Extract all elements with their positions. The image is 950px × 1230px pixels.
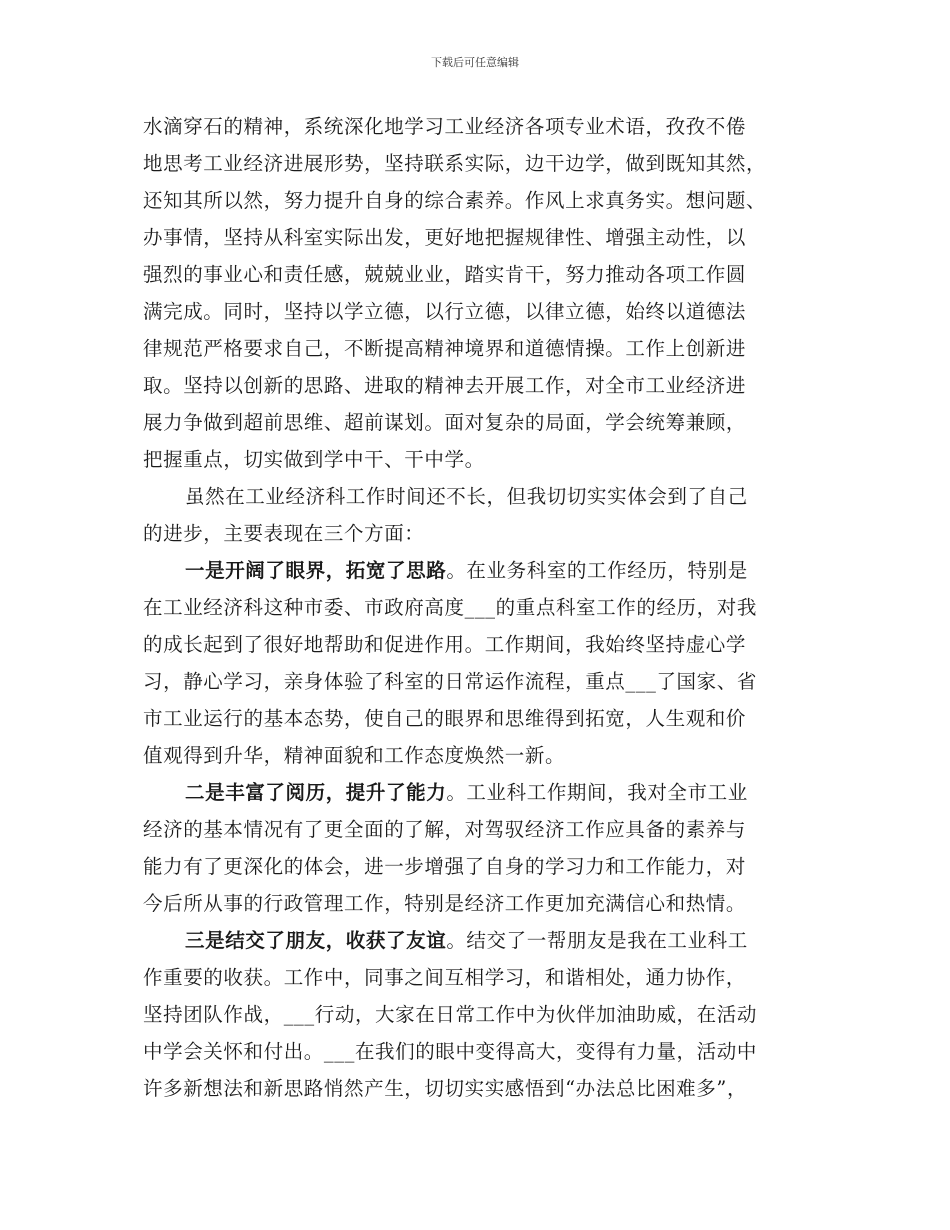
paragraph-lead-heading: 三是结交了朋友，收获了友谊: [185, 929, 447, 952]
text-line: 强烈的事业心和责任感，兢兢业业，踏实肯干，努力推动各项工作圆: [143, 263, 747, 286]
text-line: 把握重点，切实做到学中干、干中学。: [143, 448, 485, 471]
text-line: 值观得到升华，精神面貌和工作态度焕然一新。: [143, 744, 566, 767]
text-line: 水滴穿石的精神，系统深化地学习工业经济各项专业术语，孜孜不倦: [143, 115, 747, 138]
text-line: 中学会关怀和付出。___在我们的眼中变得高大，变得有力量，活动中: [143, 1040, 757, 1063]
text-line: 今后所从事的行政管理工作，特别是经济工作更加充满信心和热情。: [143, 892, 747, 915]
text-line: 习，静心学习，亲身体验了科室的日常运作流程，重点___了国家、省: [143, 670, 757, 693]
text-line: [143, 922, 823, 959]
text-line: 满完成。同时，坚持以学立德，以行立德，以律立德，始终以道德法: [143, 300, 747, 323]
text-run: 。结交了一帮朋友是我在工业科工: [446, 929, 748, 952]
paragraph: [143, 552, 823, 774]
text-line: 在工业经济科这种市委、市政府高度___的重点科室工作的经历，对我: [143, 596, 757, 619]
paragraph-lead-heading: 一是开阔了眼界，拓宽了思路: [185, 559, 447, 582]
text-line: 虽然在工业经济科工作时间还不长，但我切切实实体会到了自己: [185, 485, 748, 508]
text-line: 取。坚持以创新的思路、进取的精神去开展工作，对全市工业经济进: [143, 374, 747, 397]
paragraph: [143, 478, 823, 552]
text-line: 办事情，坚持从科室实际出发，更好地把握规律性、增强主动性，以: [143, 226, 747, 249]
text-line: 坚持团队作战，___行动，大家在日常工作中为伙伴加油助威，在活动: [143, 1003, 757, 1026]
paragraph: [143, 922, 823, 1107]
text-line: 律规范严格要求自己，不断提高精神境界和道德情操。工作上创新进: [143, 337, 747, 360]
text-line: 市工业运行的基本态势，使自己的眼界和思维得到拓宽，人生观和价: [143, 707, 747, 730]
paragraph: [143, 108, 823, 478]
text-line: 能力有了更深化的体会，进一步增强了自身的学习力和工作能力，对: [143, 855, 747, 878]
paragraph: [143, 774, 823, 922]
text-line: 的成长起到了很好地帮助和促进作用。工作期间，我始终坚持虚心学: [143, 633, 747, 656]
text-line: 的进步，主要表现在三个方面：: [143, 522, 425, 545]
page-header-note: 下载后可任意编辑: [431, 56, 519, 69]
text-line: 作重要的收获。工作中，同事之间互相学习，和谐相处，通力协作，: [143, 966, 747, 989]
text-line: 地思考工业经济进展形势，坚持联系实际，边干边学，做到既知其然，: [143, 152, 767, 175]
text-line: [143, 774, 823, 811]
text-line: 许多新想法和新思路悄然产生，切切实实感悟到“办法总比困难多”，: [143, 1077, 748, 1100]
text-line: 展力争做到超前思维、超前谋划。面对复杂的局面，学会统筹兼顾，: [143, 411, 747, 434]
text-line: 还知其所以然，努力提升自身的综合素养。作风上求真务实。想问题、: [143, 189, 767, 212]
text-line: 经济的基本情况有了更全面的了解，对驾驭经济工作应具备的素养与: [143, 818, 747, 841]
text-line: [143, 552, 823, 589]
text-run: 。在业务科室的工作经历，特别是: [446, 559, 748, 582]
paragraph-lead-heading: 二是丰富了阅历，提升了能力: [185, 781, 447, 804]
document-body: [143, 108, 823, 1107]
text-run: 。工业科工作期间，我对全市工业: [446, 781, 748, 804]
